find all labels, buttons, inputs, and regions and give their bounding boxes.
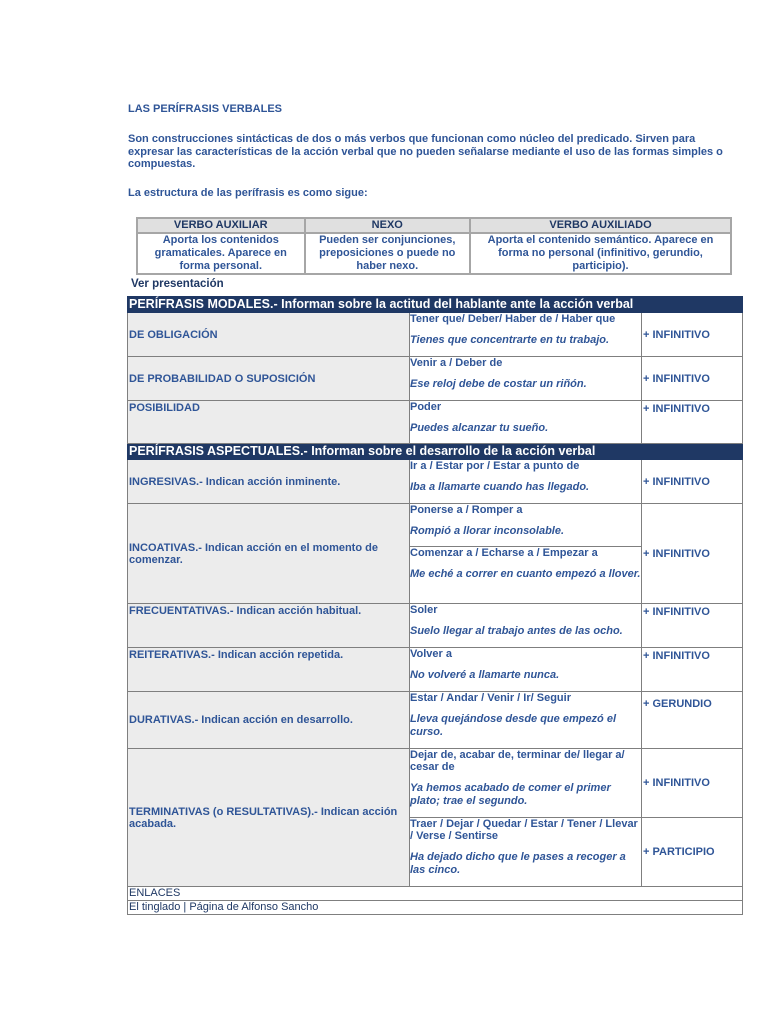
periphrasis-text: Comenzar a / Echarse a / Empezar a [410, 547, 598, 559]
category-label: FRECUENTATIVAS.- Indican acción habitual. [128, 604, 410, 648]
suffix-label: + INFINITIVO [642, 749, 743, 818]
links-heading: ENLACES [128, 887, 743, 901]
periphrasis-text: Traer / Dejar / Quedar / Estar / Tener / Llevar / Verse / Sentirse [410, 818, 638, 842]
periphrasis-text: Ir a / Estar por / Estar a punto de [410, 460, 580, 472]
suffix-label: + INFINITIVO [642, 401, 743, 444]
structure-lead: La estructura de las perífrasis es como sigue: [128, 187, 368, 199]
page-title: LAS PERÍFRASIS VERBALES [128, 103, 283, 115]
links-text[interactable]: El tinglado | Página de Alfonso Sancho [128, 901, 743, 915]
periphrasis-cell [410, 604, 642, 648]
example-text: Iba a llamarte cuando has llegado. [410, 481, 590, 493]
structure-table [136, 217, 732, 275]
category-label: INCOATIVAS.- Indican acción en el momento de comenzar. [128, 504, 410, 604]
table-row [128, 460, 743, 504]
periphrasis-text: Tener que/ Deber/ Haber de / Haber que [410, 313, 616, 325]
suffix-label: + GERUNDIO [642, 692, 743, 749]
example-text: Puedes alcanzar tu sueño. [410, 422, 549, 434]
example-text: Me eché a correr en cuanto empezó a llover. [410, 568, 641, 580]
cell-verbo-auxiliado: Aporta el contenido semántico. Aparece en forma no personal (infinitivo, gerundio, participio). [470, 233, 731, 274]
periphrasis-text: Poder [410, 401, 442, 413]
suffix-label: + INFINITIVO [642, 357, 743, 401]
header-verbo-auxiliar: VERBO AUXILIAR [137, 218, 305, 233]
table-row [128, 692, 743, 749]
table-row [128, 313, 743, 357]
example-text: Ya hemos acabado de comer el primer plato; trae el segundo. [410, 782, 611, 807]
cell-nexo: Pueden ser conjunciones, preposiciones o puede no haber nexo. [305, 233, 471, 274]
aspectuales-header: PERÍFRASIS ASPECTUALES.- Informan sobre el desarrollo de la acción verbal [128, 444, 743, 460]
suffix-label: + PARTICIPIO [642, 818, 743, 887]
header-verbo-auxiliado: VERBO AUXILIADO [470, 218, 731, 233]
table-row [128, 357, 743, 401]
example-text: Suelo llegar al trabajo antes de las ocho. [410, 625, 623, 637]
suffix-label: + INFINITIVO [642, 460, 743, 504]
periphrasis-cell [410, 648, 642, 692]
category-label: TERMINATIVAS (o RESULTATIVAS).- Indican acción acabada. [128, 749, 410, 887]
category-label: POSIBILIDAD [128, 401, 410, 444]
periphrasis-cell [410, 692, 642, 749]
example-text: No volveré a llamarte nunca. [410, 669, 560, 681]
periphrasis-cell [410, 749, 642, 818]
suffix-label: + INFINITIVO [642, 648, 743, 692]
periphrasis-text: Volver a [410, 648, 452, 660]
periphrasis-text: Ponerse a / Romper a [410, 504, 523, 516]
periphrasis-cell [410, 818, 642, 887]
intro-paragraph: Son construcciones sintácticas de dos o más verbos que funcionan como núcleo del predicado. Sirven para expresar las características de la acción verbal que no pueden señalarse mediante el uso de las formas simples o compuestas. [128, 133, 723, 170]
example-text: Rompió a llorar inconsolable. [410, 525, 565, 537]
category-label: INGRESIVAS.- Indican acción inminente. [128, 460, 410, 504]
periphrasis-cell [410, 313, 642, 357]
table-row [128, 749, 743, 818]
periphrasis-text: Venir a / Deber de [410, 357, 503, 369]
table-row [128, 504, 743, 547]
category-label: REITERATIVAS.- Indican acción repetida. [128, 648, 410, 692]
periphrasis-cell [410, 357, 642, 401]
periphrasis-text: Soler [410, 604, 438, 616]
periphrasis-cell [410, 504, 642, 547]
category-label: DE PROBABILIDAD O SUPOSICIÓN [128, 357, 410, 401]
header-nexo: NEXO [305, 218, 471, 233]
suffix-label: + INFINITIVO [642, 504, 743, 604]
periphrasis-cell [410, 547, 642, 604]
example-text: Lleva quejándose desde que empezó el curso. [410, 713, 617, 738]
example-text: Ese reloj debe de costar un riñón. [410, 378, 587, 390]
suffix-label: + INFINITIVO [642, 604, 743, 648]
presentation-link[interactable]: Ver presentación [131, 278, 224, 290]
example-text: Tienes que concentrarte en tu trabajo. [410, 334, 610, 346]
example-text: Ha dejado dicho que le pases a recoger a las cinco. [410, 851, 626, 876]
periphrasis-text: Dejar de, acabar de, terminar de/ llegar a/ cesar de [410, 749, 625, 773]
periphrasis-text: Estar / Andar / Venir / Ir/ Seguir [410, 692, 571, 704]
modales-header: PERÍFRASIS MODALES.- Informan sobre la actitud del hablante ante la acción verbal [128, 297, 743, 313]
suffix-label: + INFINITIVO [642, 313, 743, 357]
cell-verbo-auxiliar: Aporta los contenidos gramaticales. Aparece en forma personal. [137, 233, 305, 274]
periphrasis-table [127, 296, 743, 915]
periphrasis-cell [410, 401, 642, 444]
table-row [128, 648, 743, 692]
table-row [128, 604, 743, 648]
periphrasis-cell [410, 460, 642, 504]
category-label: DURATIVAS.- Indican acción en desarrollo. [128, 692, 410, 749]
table-row [128, 401, 743, 444]
category-label: DE OBLIGACIÓN [128, 313, 410, 357]
